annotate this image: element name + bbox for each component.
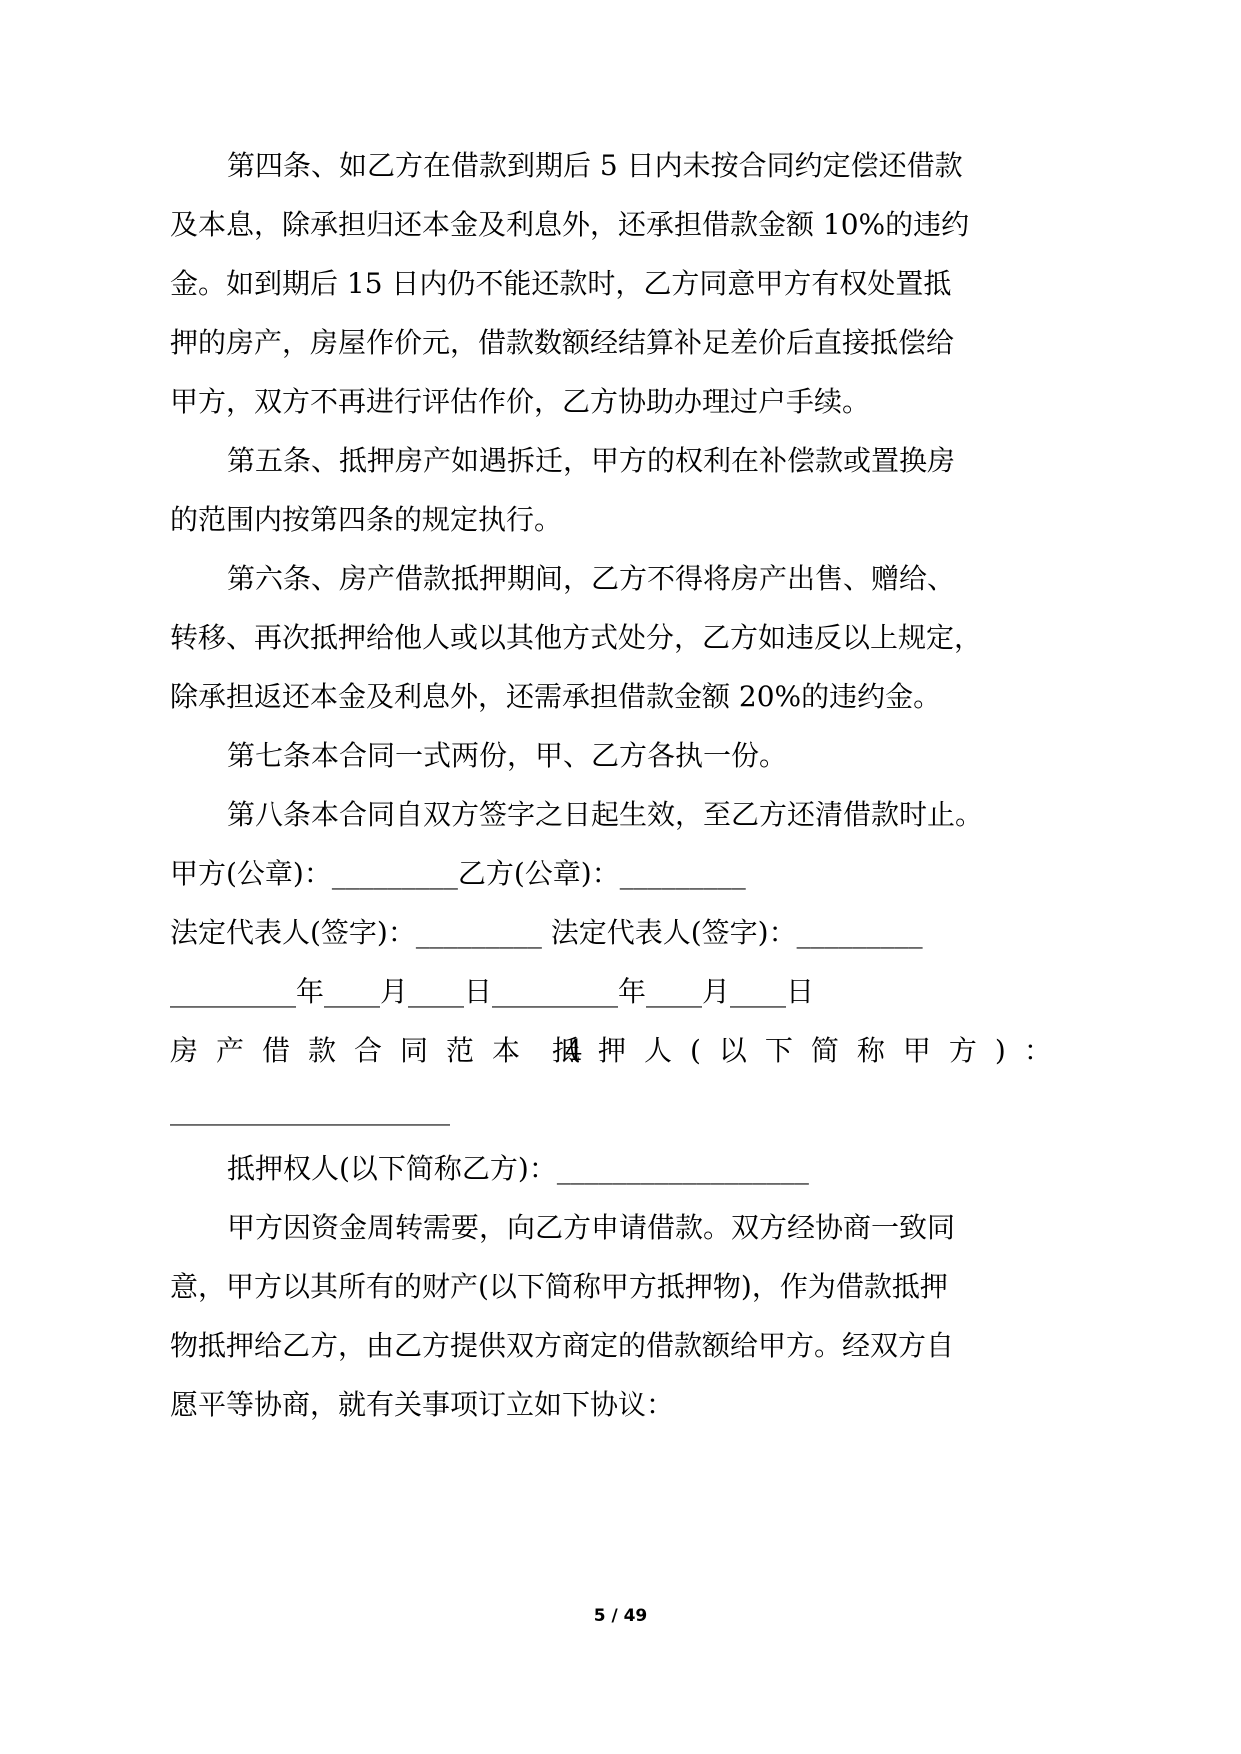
mortgagor-label: 抵押人(以下简称甲方)：: [552, 1034, 1070, 1067]
paragraph-line: 第七条本合同一式两份，甲、乙方各执一份。: [227, 739, 788, 772]
paragraph-line: 甲方因资金周转需要，向乙方申请借款。双方经协商一致同: [227, 1211, 956, 1244]
paragraph-line: 第五条、抵押房产如遇拆迁，甲方的权利在补偿款或置换房: [227, 444, 956, 477]
paragraph-line: 转移、再次抵押给他人或以其他方式处分，乙方如违反以上规定，: [170, 621, 983, 654]
paragraph-line: 物抵押给乙方，由乙方提供双方商定的借款额给甲方。经双方自: [170, 1329, 955, 1362]
paragraph-line: 及本息，除承担归还本金及利息外，还承担借款金额 10%的违约: [170, 208, 970, 241]
section-title: 房产借款合同范本 4: [170, 1034, 601, 1067]
paragraph-line: 第八条本合同自双方签字之日起生效，至乙方还清借款时止。: [227, 798, 984, 831]
page-number: 5 / 49: [593, 1606, 648, 1626]
paragraph-line: 愿平等协商，就有关事项订立如下协议：: [170, 1388, 675, 1421]
mortgagee-line: 抵押权人(以下简称乙方)：__________________: [227, 1152, 809, 1185]
signature-line: 甲方(公章)：_________乙方(公章)：_________: [170, 857, 746, 890]
paragraph-line: 除承担返还本金及利息外，还需承担借款金额 20%的违约金。: [170, 680, 942, 713]
signature-line: 法定代表人(签字)：_________ 法定代表人(签字)：_________: [170, 916, 923, 949]
mortgagor-blank: ____________________: [170, 1093, 450, 1126]
paragraph-line: 甲方，双方不再进行评估作价，乙方协助办理过户手续。: [170, 385, 871, 418]
date-line: _________年____月____日_________年____月____日: [170, 975, 815, 1008]
paragraph-line: 的范围内按第四条的规定执行。: [170, 503, 563, 536]
paragraph-line: 金。如到期后 15 日内仍不能还款时，乙方同意甲方有权处置抵: [170, 267, 952, 300]
paragraph-line: 意，甲方以其所有的财产(以下简称甲方抵押物)，作为借款抵押: [170, 1270, 948, 1303]
paragraph-line: 押的房产，房屋作价元，借款数额经结算补足差价后直接抵偿给: [170, 326, 955, 359]
paragraph-line: 第四条、如乙方在借款到期后 5 日内未按合同约定偿还借款: [227, 149, 963, 182]
paragraph-line: 第六条、房产借款抵押期间，乙方不得将房产出售、赠给、: [227, 562, 956, 595]
